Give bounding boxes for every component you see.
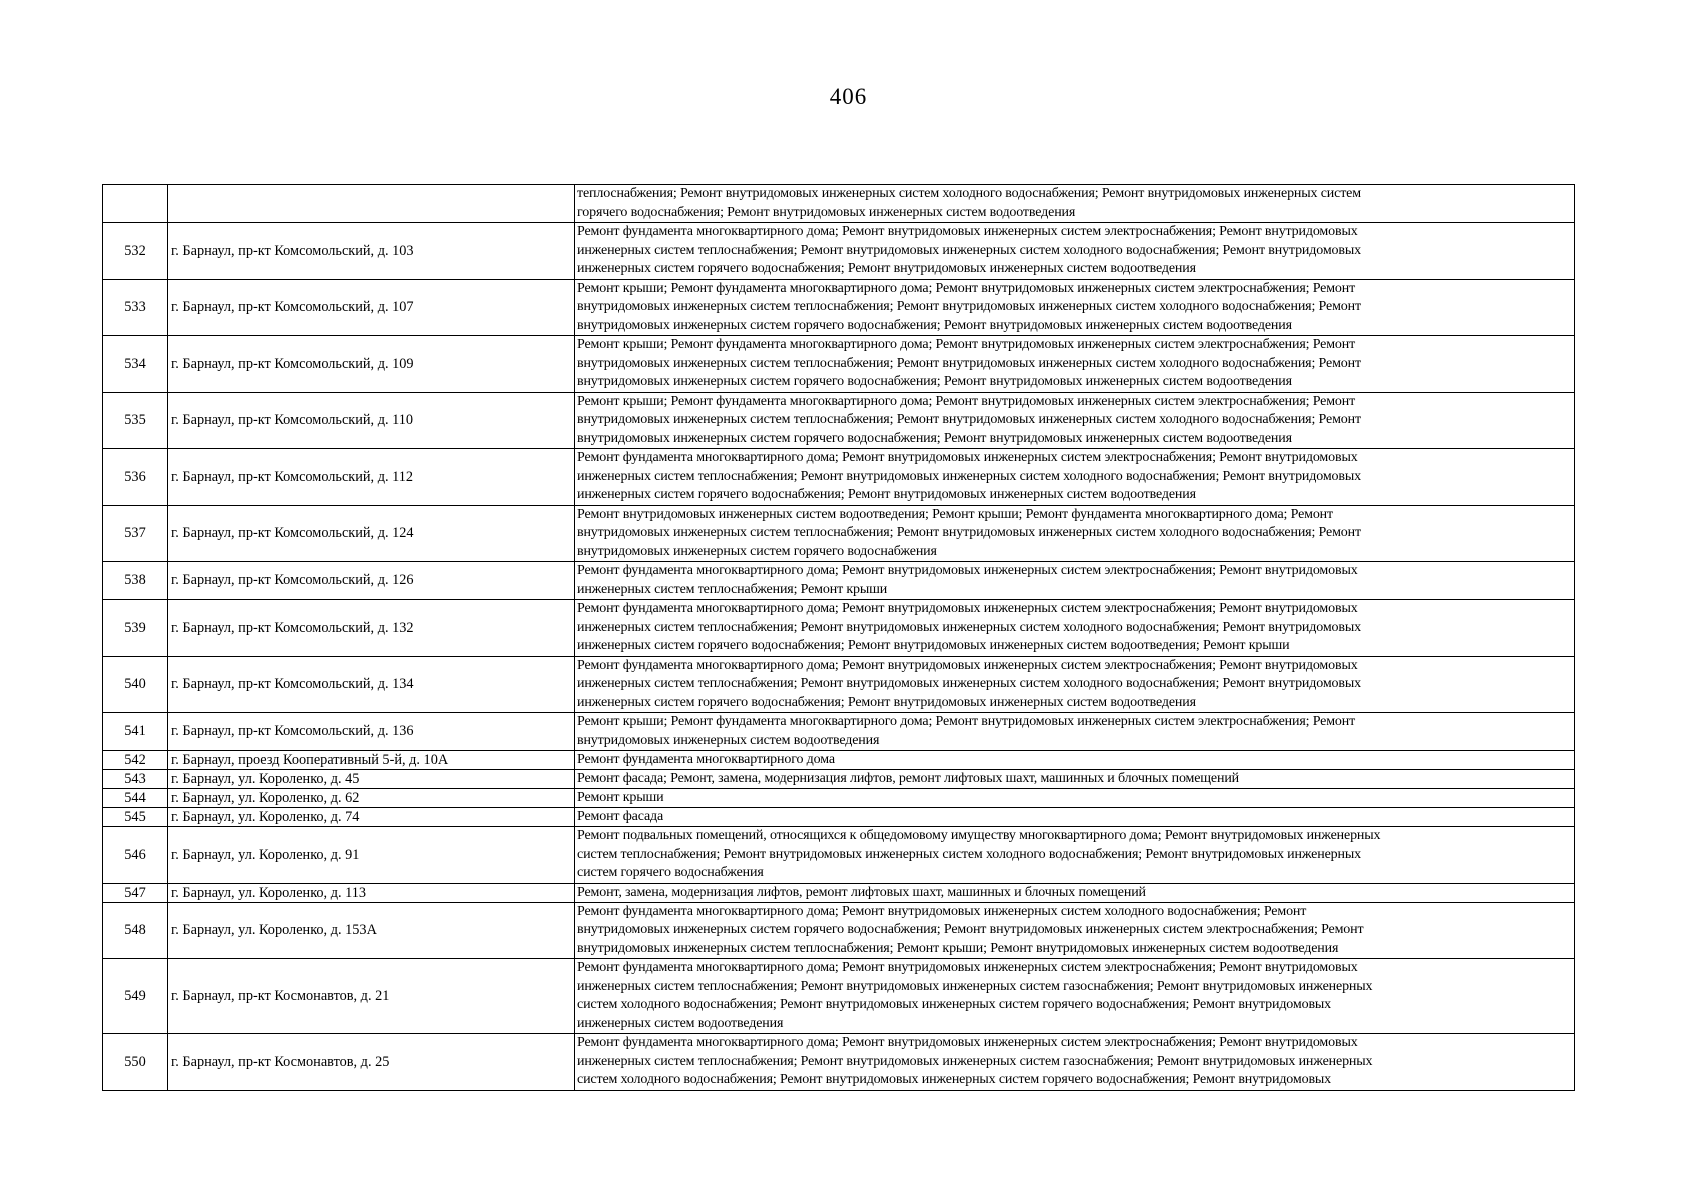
house-address: г. Барнаул, пр-кт Космонавтов, д. 21: [168, 959, 575, 1034]
repair-works-line: внутридомовых инженерных систем горячего водоснабжения; Ремонт внутридомовых инженерных систем водоотведения: [577, 374, 1292, 389]
repair-works-line: внутридомовых инженерных систем горячего водоснабжения; Ремонт внутридомовых инженерных систем водоотведения: [577, 430, 1292, 446]
row-number: 543: [103, 770, 168, 789]
table-row: [103, 713, 1575, 751]
repair-works-line: Ремонт внутридомовых инженерных систем водоотведения; Ремонт крыши; Ремонт фундамента многоквартирного дома; Ремонт: [577, 506, 1333, 522]
repair-works: [575, 336, 1575, 393]
repair-works-line: инженерных систем теплоснабжения; Ремонт внутридомовых инженерных систем холодного водоснабжения; Ремонт внутридомовых: [577, 468, 1361, 484]
repair-works-line: внутридомовых инженерных систем теплоснабжения; Ремонт внутридомовых инженерных систем холодного водоснабжения; Ремонт: [577, 355, 1361, 371]
repair-works-line: Ремонт крыши; Ремонт фундамента многоквартирного дома; Ремонт внутридомовых инженерных систем электроснабжения; Ремонт: [577, 393, 1356, 409]
row-number: 542: [103, 751, 168, 770]
repair-works-line: Ремонт крыши; Ремонт фундамента многоквартирного дома; Ремонт внутридомовых инженерных систем электроснабжения; Ремонт: [577, 337, 1356, 352]
row-number: 535: [103, 392, 168, 449]
table-row: [103, 656, 1575, 713]
page-number: 406: [829, 84, 868, 109]
table-row: [103, 505, 1575, 562]
table-row: [103, 789, 1575, 808]
repair-works-line: Ремонт крыши; Ремонт фундамента многоквартирного дома; Ремонт внутридомовых инженерных систем электроснабжения; Ремонт: [577, 280, 1356, 296]
row-number: 537: [103, 505, 168, 562]
table-row: [103, 600, 1575, 657]
row-number: 532: [103, 223, 168, 280]
repair-works: [575, 959, 1575, 1034]
row-number: [103, 185, 168, 223]
table-row: [103, 751, 1575, 770]
row-number: 546: [103, 827, 168, 884]
repair-works-line: внутридомовых инженерных систем теплоснабжения; Ремонт внутридомовых инженерных систем холодного водоснабжения; Ремонт: [577, 299, 1361, 314]
row-number: 547: [103, 883, 168, 902]
table-row: [103, 902, 1575, 959]
repair-works-line: Ремонт крыши; Ремонт фундамента многоквартирного дома; Ремонт внутридомовых инженерных систем электроснабжения; Ремонт: [577, 714, 1356, 729]
repair-works-line: Ремонт, замена, модернизация лифтов, ремонт лифтовых шахт, машинных и блочных помещений: [577, 884, 1146, 900]
house-address: г. Барнаул, проезд Кооперативный 5-й, д. 10А: [168, 751, 575, 770]
table-row: [103, 770, 1575, 789]
repair-works: [575, 808, 1575, 827]
table-row: [103, 959, 1575, 1034]
table-row: [103, 883, 1575, 902]
repair-works-line: горячего водоснабжения; Ремонт внутридомовых инженерных систем водоотведения: [577, 204, 1076, 220]
repair-works-line: систем холодного водоснабжения; Ремонт внутридомовых инженерных систем горячего водоснабжения; Ремонт внутридомовых: [577, 1072, 1332, 1087]
house-address: г. Барнаул, пр-кт Комсомольский, д. 109: [168, 336, 575, 393]
repair-works-line: систем теплоснабжения; Ремонт внутридомовых инженерных систем холодного водоснабжения; Ремонт внутридомовых инженерных: [577, 846, 1361, 862]
row-number: 545: [103, 808, 168, 827]
repair-works: [575, 789, 1575, 808]
repair-works-line: теплоснабжения; Ремонт внутридомовых инженерных систем холодного водоснабжения; Ремонт внутридомовых инженерных систем: [577, 186, 1361, 201]
house-address: г. Барнаул, пр-кт Комсомольский, д. 124: [168, 505, 575, 562]
repair-works-line: внутридомовых инженерных систем водоотведения: [577, 732, 880, 748]
row-number: 550: [103, 1034, 168, 1091]
row-number: 544: [103, 789, 168, 808]
house-address: г. Барнаул, пр-кт Комсомольский, д. 136: [168, 713, 575, 751]
house-address: г. Барнаул, пр-кт Комсомольский, д. 103: [168, 223, 575, 280]
house-address: г. Барнаул, ул. Короленко, д. 74: [168, 808, 575, 827]
table-row: [103, 1034, 1575, 1091]
repair-works: [575, 185, 1575, 223]
repair-works: [575, 223, 1575, 280]
house-address: г. Барнаул, пр-кт Комсомольский, д. 132: [168, 600, 575, 657]
table-row: [103, 562, 1575, 600]
house-address: г. Барнаул, ул. Короленко, д. 45: [168, 770, 575, 789]
repair-works-line: инженерных систем водоотведения: [577, 1015, 784, 1031]
repair-works: [575, 600, 1575, 657]
repair-works-line: Ремонт фундамента многоквартирного дома: [577, 752, 835, 767]
repair-works-line: систем холодного водоснабжения; Ремонт внутридомовых инженерных систем горячего водоснабжения; Ремонт внутридомовых: [577, 997, 1332, 1012]
table-row: [103, 185, 1575, 223]
repair-works-line: систем горячего водоснабжения: [577, 865, 764, 880]
repair-works-line: инженерных систем теплоснабжения; Ремонт внутридомовых инженерных систем газоснабжения; Ремонт внутридомовых инженерных: [577, 978, 1373, 994]
repair-works: [575, 656, 1575, 713]
row-number: 533: [103, 279, 168, 336]
repair-works-line: внутридомовых инженерных систем горячего водоснабжения: [577, 543, 937, 559]
house-address: г. Барнаул, ул. Короленко, д. 113: [168, 883, 575, 902]
table-row: [103, 827, 1575, 884]
repair-works-line: Ремонт фундамента многоквартирного дома; Ремонт внутридомовых инженерных систем холодного водоснабжения; Ремонт: [577, 903, 1307, 919]
repair-works-line: Ремонт фундамента многоквартирного дома; Ремонт внутридомовых инженерных систем электроснабжения; Ремонт внутридомовых: [577, 960, 1358, 975]
repair-works-line: Ремонт фундамента многоквартирного дома; Ремонт внутридомовых инженерных систем электроснабжения; Ремонт внутридомовых: [577, 450, 1358, 465]
houses-repair-table: [102, 184, 1575, 1091]
table-row: [103, 808, 1575, 827]
house-address: г. Барнаул, пр-кт Космонавтов, д. 25: [168, 1034, 575, 1091]
repair-works-line: инженерных систем теплоснабжения; Ремонт крыши: [577, 581, 888, 597]
house-address: г. Барнаул, пр-кт Комсомольский, д. 126: [168, 562, 575, 600]
house-address: г. Барнаул, пр-кт Комсомольский, д. 112: [168, 449, 575, 506]
repair-works-line: Ремонт фасада: [577, 809, 664, 824]
repair-works-line: Ремонт фасада; Ремонт, замена, модернизация лифтов, ремонт лифтовых шахт, машинных и блочных помещений: [577, 771, 1240, 786]
repair-works-line: инженерных систем теплоснабжения; Ремонт внутридомовых инженерных систем холодного водоснабжения; Ремонт внутридомовых: [577, 242, 1361, 258]
repair-works: [575, 505, 1575, 562]
house-address: г. Барнаул, ул. Короленко, д. 153А: [168, 902, 575, 959]
row-number: 534: [103, 336, 168, 393]
repair-works-line: внутридомовых инженерных систем горячего водоснабжения; Ремонт внутридомовых инженерных систем водоотведения: [577, 317, 1292, 333]
repair-works: [575, 392, 1575, 449]
repair-works-line: Ремонт фундамента многоквартирного дома; Ремонт внутридомовых инженерных систем электроснабжения; Ремонт внутридомовых: [577, 224, 1358, 239]
repair-works-line: внутридомовых инженерных систем теплоснабжения; Ремонт внутридомовых инженерных систем холодного водоснабжения; Ремонт: [577, 525, 1361, 540]
table-row: [103, 449, 1575, 506]
repair-works-line: Ремонт подвальных помещений, относящихся к общедомовому имуществу многоквартирного дома; Ремонт внутридомовых инженерных: [577, 828, 1381, 843]
repair-works-line: внутридомовых инженерных систем горячего водоснабжения; Ремонт внутридомовых инженерных систем электроснабжения; Ремонт: [577, 922, 1364, 937]
repair-works-line: инженерных систем теплоснабжения; Ремонт внутридомовых инженерных систем холодного водоснабжения; Ремонт внутридомовых: [577, 676, 1361, 691]
repair-works: [575, 770, 1575, 789]
repair-works-line: Ремонт фундамента многоквартирного дома; Ремонт внутридомовых инженерных систем электроснабжения; Ремонт внутридомовых: [577, 657, 1358, 673]
house-address: [168, 185, 575, 223]
repair-works: [575, 279, 1575, 336]
table-row: [103, 223, 1575, 280]
repair-works-line: Ремонт фундамента многоквартирного дома; Ремонт внутридомовых инженерных систем электроснабжения; Ремонт внутридомовых: [577, 1035, 1358, 1050]
repair-works: [575, 713, 1575, 751]
row-number: 536: [103, 449, 168, 506]
repair-works-line: Ремонт фундамента многоквартирного дома; Ремонт внутридомовых инженерных систем электроснабжения; Ремонт внутридомовых: [577, 601, 1358, 616]
repair-works-line: внутридомовых инженерных систем теплоснабжения; Ремонт внутридомовых инженерных систем холодного водоснабжения; Ремонт: [577, 412, 1361, 427]
repair-works-line: инженерных систем горячего водоснабжения; Ремонт внутридомовых инженерных систем водоотведения: [577, 487, 1196, 502]
repair-works: [575, 1034, 1575, 1091]
row-number: 549: [103, 959, 168, 1034]
repair-works: [575, 902, 1575, 959]
repair-works: [575, 751, 1575, 770]
repair-works: [575, 827, 1575, 884]
repair-works: [575, 562, 1575, 600]
table-row: [103, 336, 1575, 393]
repair-works-line: инженерных систем теплоснабжения; Ремонт внутридомовых инженерных систем холодного водоснабжения; Ремонт внутридомовых: [577, 619, 1361, 635]
row-number: 541: [103, 713, 168, 751]
house-address: г. Барнаул, пр-кт Комсомольский, д. 134: [168, 656, 575, 713]
repair-works-line: инженерных систем горячего водоснабжения; Ремонт внутридомовых инженерных систем водоотведения; Ремонт крыши: [577, 638, 1290, 653]
repair-works-line: Ремонт крыши: [577, 790, 664, 805]
table-row: [103, 279, 1575, 336]
repair-works-line: инженерных систем горячего водоснабжения; Ремонт внутридомовых инженерных систем водоотведения: [577, 261, 1196, 276]
repair-works-line: инженерных систем горячего водоснабжения; Ремонт внутридомовых инженерных систем водоотведения: [577, 694, 1196, 710]
row-number: 538: [103, 562, 168, 600]
repair-works-line: внутридомовых инженерных систем теплоснабжения; Ремонт крыши; Ремонт внутридомовых инженерных систем водоотведения: [577, 940, 1339, 956]
repair-works: [575, 883, 1575, 902]
house-address: г. Барнаул, пр-кт Комсомольский, д. 110: [168, 392, 575, 449]
house-address: г. Барнаул, ул. Короленко, д. 91: [168, 827, 575, 884]
house-address: г. Барнаул, пр-кт Комсомольский, д. 107: [168, 279, 575, 336]
house-address: г. Барнаул, ул. Короленко, д. 62: [168, 789, 575, 808]
row-number: 540: [103, 656, 168, 713]
repair-works-line: Ремонт фундамента многоквартирного дома; Ремонт внутридомовых инженерных систем электроснабжения; Ремонт внутридомовых: [577, 563, 1358, 578]
table-row: [103, 392, 1575, 449]
table-body: [103, 185, 1575, 1091]
row-number: 548: [103, 902, 168, 959]
repair-works-line: инженерных систем теплоснабжения; Ремонт внутридомовых инженерных систем газоснабжения; Ремонт внутридомовых инженерных: [577, 1053, 1373, 1069]
row-number: 539: [103, 600, 168, 657]
repair-works: [575, 449, 1575, 506]
